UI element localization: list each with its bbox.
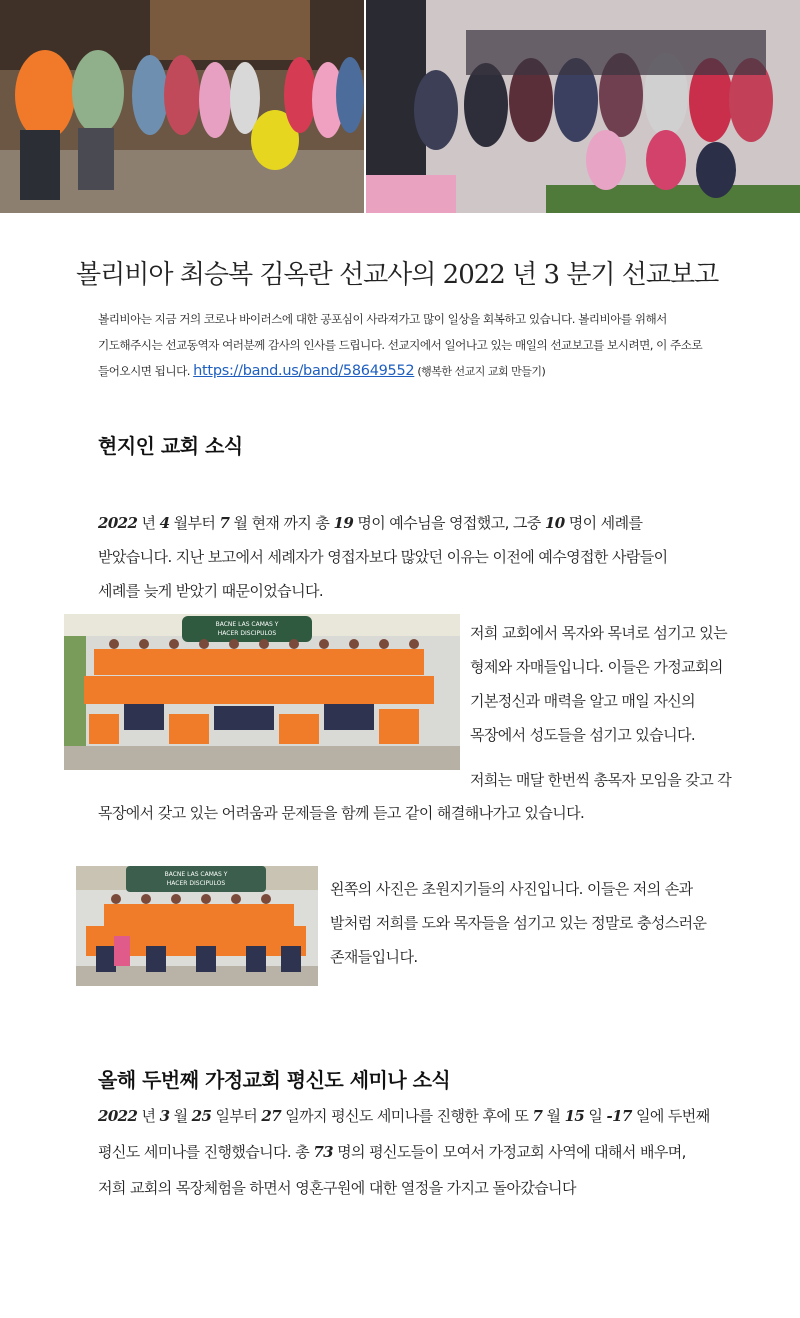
section2-line3: 저희 교회의 목장체험을 하면서 영혼구원에 대한 열정을 가지고 돌아갔습니다 (98, 1179, 576, 1197)
stat-baptized: 10 (544, 514, 565, 532)
intro-link-suffix: (행복한 선교지 교회 만들기) (414, 365, 546, 378)
text: 명의 평신도들이 모여서 가정교회 사역에 대해서 배우며, (333, 1143, 686, 1161)
stat-day: 15 (564, 1107, 585, 1125)
caption-line: 존재들입니다. (330, 948, 418, 966)
top-left-group-photo (0, 0, 364, 213)
section2-heading: 올해 두번째 가정교회 평신도 세미나 소식 (98, 1068, 451, 1092)
leaders-banner-text: BACNE LAS CAMAS Y (215, 621, 279, 628)
intro-line-3-prefix: 들어오시면 됩니다. (98, 364, 194, 378)
monthly-meeting-line2: 목장에서 갖고 있는 어려움과 문제들을 함께 듣고 같이 해결해나가고 있습니다. (98, 804, 585, 822)
text: 일부터 (211, 1107, 262, 1125)
text: 일 (584, 1107, 607, 1125)
section2-line1 (98, 1098, 788, 1134)
chowon-leaders-photo (76, 866, 318, 986)
section2-para (98, 1098, 788, 1206)
section1-para1 (98, 506, 778, 608)
section1-para1-line3: 세례를 늦게 받았기 때문이었습니다. (98, 582, 324, 600)
monthly-meeting-line1: 저희는 매달 한번씩 총목자 모임을 갖고 각 (470, 771, 732, 789)
chowon-photo-caption (330, 872, 780, 974)
stat-month: 3 (159, 1107, 170, 1125)
stat-day: 25 (191, 1107, 212, 1125)
leaders-group-photo (64, 614, 460, 770)
caption-line: 저희 교회에서 목자와 목녀로 섬기고 있는 (470, 624, 727, 642)
stat-month-end: 7 (219, 514, 230, 532)
stat-day: 27 (261, 1107, 282, 1125)
caption-line: 기본정신과 매력을 알고 매일 자신의 (470, 692, 696, 710)
intro-text (98, 306, 758, 385)
text: 명이 세례를 (564, 514, 643, 532)
stat-converts: 19 (333, 514, 354, 532)
caption-line: 목장에서 성도들을 섬기고 있습니다. (470, 726, 696, 744)
stat-year: 2022 (98, 514, 138, 532)
leaders-photo-caption (470, 616, 770, 752)
intro-line-2: 기도해주시는 선교동역자 여러분께 감사의 인사를 드립니다. 선교지에서 일어나고 있는 매일의 선교보고를 보시려면, 이 주소로 (98, 338, 703, 352)
text: 일에 두번째 (631, 1107, 710, 1125)
intro-line-3 (98, 358, 758, 385)
svg-text:HACER DISCIPULOS: HACER DISCIPULOS (217, 630, 277, 637)
section1-para1-line2: 받았습니다. 지난 보고에서 세례자가 영접자보다 많았던 이유는 이전에 예수영접한 사람들이 (98, 548, 668, 566)
section2-line2 (98, 1134, 788, 1170)
stat-attendees: 73 (313, 1143, 333, 1161)
text: 월 (169, 1107, 192, 1125)
text: 월 현재 까지 총 (229, 514, 334, 532)
text: 월부터 (169, 514, 220, 532)
page-title: 볼리비아 최승복 김옥란 선교사의 2022 년 3 분기 선교보고 (76, 260, 719, 290)
band-link[interactable]: https://band.us/band/58649552 (193, 363, 415, 379)
svg-text:HACER DISCIPULOS: HACER DISCIPULOS (166, 880, 226, 887)
caption-line: 발처럼 저희를 도와 목자들을 섬기고 있는 정말로 충성스러운 (330, 914, 707, 932)
stat-month: 7 (532, 1107, 543, 1125)
caption-line: 형제와 자매들입니다. 이들은 가정교회의 (470, 658, 723, 676)
text: 평신도 세미나를 진행했습니다. 총 (98, 1143, 314, 1161)
text: 월 (542, 1107, 565, 1125)
text: 년 (137, 514, 160, 532)
text: 명이 예수님을 영접했고, 그중 (353, 514, 545, 532)
section1-heading: 현지인 교회 소식 (98, 434, 243, 458)
stat-day: -17 (606, 1107, 632, 1125)
caption-line: 왼쪽의 사진은 초원지기들의 사진입니다. 이들은 저의 손과 (330, 880, 693, 898)
stat-year: 2022 (98, 1107, 138, 1125)
text: 일까지 평신도 세미나를 진행한 후에 또 (281, 1107, 533, 1125)
top-right-group-photo (366, 0, 800, 213)
section1-para1-line1 (98, 506, 778, 540)
chowon-banner-text: BACNE LAS CAMAS Y (164, 871, 228, 878)
intro-line-1: 볼리비아는 지금 거의 코로나 바이러스에 대한 공포심이 사라져가고 많이 일상을 회복하고 있습니다. 볼리비아를 위해서 (98, 312, 667, 326)
stat-month-start: 4 (159, 514, 170, 532)
text: 년 (137, 1107, 160, 1125)
